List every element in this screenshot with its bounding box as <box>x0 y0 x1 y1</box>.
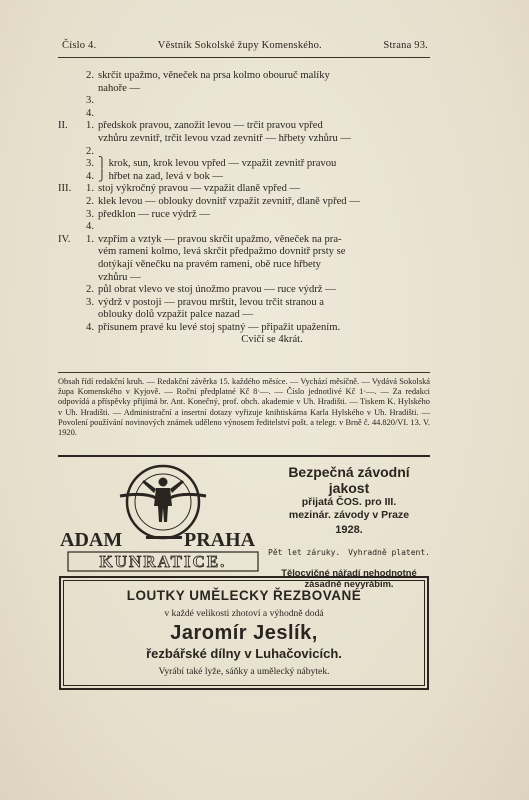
ad-headline: Bezpečná závodní jakost <box>288 464 410 496</box>
exercise-section-numeral <box>52 246 80 259</box>
adam-praha-logo <box>60 462 266 572</box>
exercise-section-numeral <box>52 221 80 234</box>
exercise-text: dotýkají věnečku na pravém rameni, obě ruce hřbety <box>98 258 321 270</box>
exercise-text <box>98 95 432 108</box>
exercise-line <box>52 95 432 108</box>
exercise-step-number: 2. <box>86 195 94 207</box>
exercise-text: vzhůru — <box>98 271 141 283</box>
issue-number: Číslo 4. <box>62 40 97 51</box>
exercise-section-numeral: II. <box>58 120 68 132</box>
exercise-text: vzhůru zevnitř, trčit levou vzad zevnitř — hřbety vzhůru — <box>98 132 351 144</box>
exercise-section-numeral <box>52 158 80 171</box>
repeat-note: Cvičí se 4krát. <box>241 334 303 346</box>
exercise-section-numeral <box>52 259 80 272</box>
exercise-section-numeral <box>52 297 80 310</box>
exercise-line <box>52 246 432 259</box>
exercise-text: skrčit upažmo, věneček na prsa kolmo obouruč malíky <box>98 70 330 81</box>
exercise-section-numeral <box>52 146 80 159</box>
exercise-section-numeral <box>52 83 80 96</box>
exercise-line <box>52 146 432 159</box>
exercise-step-number: 2. <box>86 145 94 157</box>
header-rule <box>58 57 430 58</box>
exercise-section-numeral <box>52 133 80 146</box>
exercise-text: ⎭ hřbet na zad, levá v bok — <box>98 170 224 182</box>
exercise-line <box>52 171 432 184</box>
ad-line: Tělocvičné nářadí nehodnotné <box>281 567 417 578</box>
warranty-text: Pět let záruky. <box>268 548 341 557</box>
exercise-step-number: 1. <box>86 183 94 195</box>
exercise-step-number: 3. <box>86 296 94 308</box>
exercise-line <box>52 309 432 322</box>
exercise-step-number: 4. <box>86 107 94 119</box>
exercise-line <box>52 322 432 335</box>
ad-year: 1928. <box>335 524 363 536</box>
exercise-line <box>52 133 432 146</box>
exercise-line <box>52 196 432 209</box>
equipment-ad <box>268 464 430 589</box>
exercise-step-number: 2. <box>86 284 94 296</box>
journal-title: Věstník Sokolské župy Komenského. <box>157 40 322 51</box>
exercise-line <box>52 221 432 234</box>
exercise-step-number <box>80 259 98 272</box>
exercise-line <box>52 183 432 196</box>
ad-subheading: v každé velikosti zhotoví a výhodně dodá <box>164 608 324 619</box>
ad-products: Vyrábí také lyže, sáňky a umělecký nábytek. <box>158 666 330 677</box>
exercise-step-number: 2. <box>86 70 94 81</box>
woodcarving-ad <box>59 576 429 690</box>
exercise-section-numeral <box>52 322 80 335</box>
exercise-line <box>52 259 432 272</box>
exercise-text: stoj výkročný pravou — vzpažit dlaně vpřed — <box>98 183 301 195</box>
exercise-line <box>52 272 432 285</box>
exercise-step-number: 4. <box>86 321 94 333</box>
exercise-line <box>52 120 432 133</box>
page-header <box>62 40 428 51</box>
exercise-section-numeral <box>52 196 80 209</box>
exercise-step-number: 3. <box>86 208 94 220</box>
exercise-text <box>98 146 432 159</box>
exercise-line <box>52 83 432 96</box>
exercise-line <box>52 158 432 171</box>
exercise-section-numeral <box>52 284 80 297</box>
exercise-line <box>52 108 432 121</box>
exercise-list <box>52 70 432 347</box>
exercise-section-numeral <box>52 209 80 222</box>
ad-line: zásadně nevyrábím. <box>304 578 394 589</box>
exercise-text: vém rameni kolmo, levá skrčit předpažmo dovnitř prsty se <box>98 246 346 258</box>
adam-praha-ad <box>60 462 266 572</box>
exercise-section-numeral <box>52 70 80 83</box>
exercise-step-number: 4. <box>86 170 94 182</box>
exercise-step-number: 3. <box>86 95 94 107</box>
exercise-line <box>52 234 432 247</box>
exercise-line <box>52 284 432 297</box>
publication-notice: Obsah řídí redakční kruh. — Redakční závěrka 15. každého měsíce. — Vychází měsíčně. — Vydává Sokolská župa Komenského v Kyjově. — Roční předplatné Kč 8·—. — Číslo jednotlivé Kč 1·—. — Za redakci odpovídá a příspěvky přijímá br. Ant. Konečný, prof. obch. akademie v Uh. Hradišti. — Tiskem K. Hylského v Uh. Hradišti. — Administrační a insertní dotazy vyřizuje knihtiskárna Karla Hylského v Uh. Hradišti. — Povolení používání novinových známek uděleno výnosem ředitelství pošt. a telegr. v Brně č. 44.820/VI. 13. V. 1920. <box>58 377 430 438</box>
ad-guarantee-row <box>268 548 430 557</box>
ads-rule <box>58 455 430 457</box>
ad-line: mezinár. závody v Praze <box>288 509 410 521</box>
exercise-text: půl obrat vlevo ve stoj únožmo pravou — ruce výdrž — <box>98 284 336 296</box>
exercise-text: oblouky dolů vzpažit palce nazad — <box>98 309 254 321</box>
ad-line: přijatá ČOS. pro III. <box>301 496 397 508</box>
exercise-section-numeral <box>52 95 80 108</box>
patent-text: Vyhradně platent. <box>348 548 430 557</box>
exercise-line <box>52 70 432 83</box>
workshop-name: řezbářské dílny v Luhačovicích. <box>146 646 342 661</box>
page-number: Strana 93. <box>383 40 428 51</box>
exercise-text: vzpřím a vztyk — pravou skrčit upažmo, věneček na pra- <box>98 233 342 245</box>
exercise-step-number <box>80 133 98 146</box>
exercise-text: přísunem pravé ku levé stoj spatný — připažit upažením. <box>98 321 341 333</box>
exercise-section-numeral: III. <box>58 183 72 195</box>
exercise-step-number: 1. <box>86 233 94 245</box>
exercise-step-number <box>80 83 98 96</box>
exercise-text: předklon — ruce výdrž — <box>98 208 210 220</box>
exercise-text <box>98 108 432 121</box>
exercise-step-number: 1. <box>86 120 94 132</box>
exercise-text: výdrž v postoji — pravou mrštit, levou trčit stranou a <box>98 296 324 308</box>
exercise-section-numeral: IV. <box>58 233 71 245</box>
notice-rule <box>58 372 430 373</box>
exercise-text: nahoře — <box>98 82 141 94</box>
exercise-section-numeral <box>52 108 80 121</box>
athlete-figure-icon <box>142 478 184 523</box>
carver-name: Jaromír Jeslík, <box>170 622 318 644</box>
exercise-text: předskok pravou, zanožit levou — trčit pravou vpřed <box>98 120 323 132</box>
ad-heading: LOUTKY UMĚLECKY ŘEZBOVANÉ <box>126 588 362 603</box>
adam-text: ADAM <box>60 529 123 551</box>
kunratice-text: KUNRATICE. <box>99 552 227 571</box>
exercise-section-numeral <box>52 171 80 184</box>
exercise-section-numeral <box>52 309 80 322</box>
exercise-step-number: 4. <box>86 221 94 233</box>
exercise-line <box>52 209 432 222</box>
exercise-step-number: 3. <box>86 158 94 170</box>
exercise-section-numeral <box>52 272 80 285</box>
praha-text: PRAHA <box>184 529 256 551</box>
exercise-step-number <box>80 272 98 285</box>
exercise-line <box>52 297 432 310</box>
exercise-step-number <box>80 309 98 322</box>
exercise-text <box>98 221 432 234</box>
exercise-step-number <box>80 246 98 259</box>
exercise-text: klek levou — oblouky dovnitř vzpažit zevnitř, dlaně vpřed — <box>98 195 360 207</box>
exercise-text: ⎫ krok, sun, krok levou vpřed — vzpažit zevnitř pravou <box>98 158 337 170</box>
